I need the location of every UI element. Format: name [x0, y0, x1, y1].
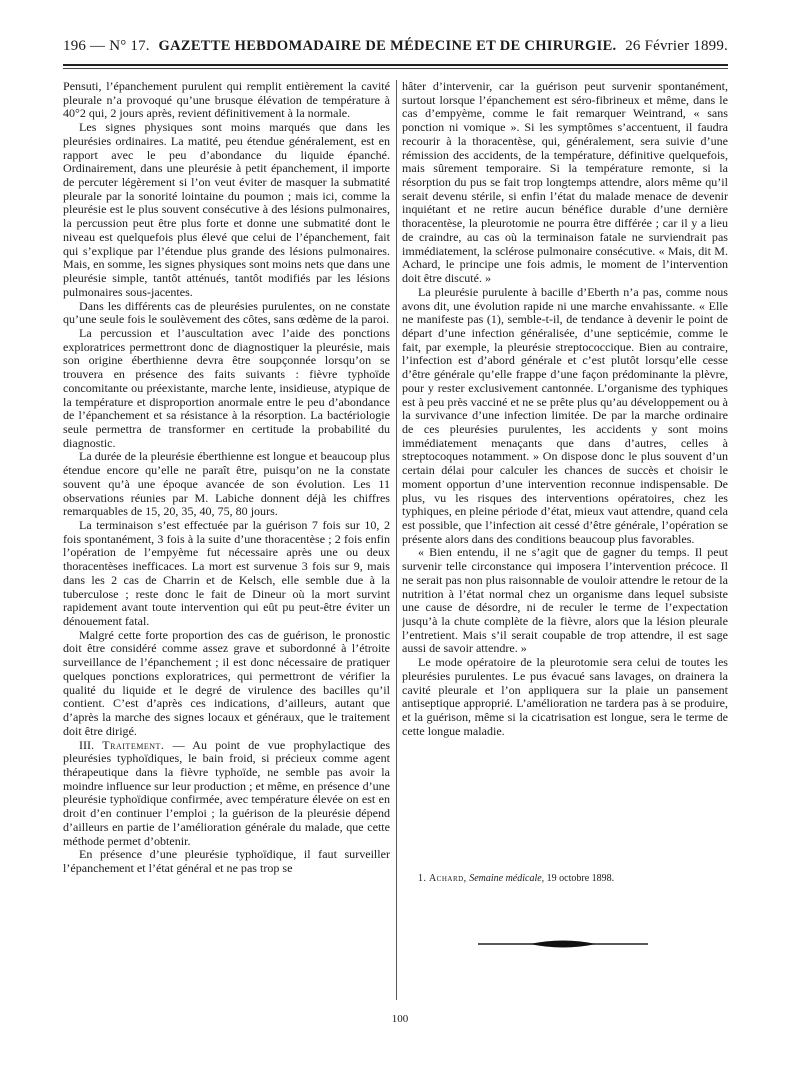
page-issue: 196 — N° 17.	[63, 38, 150, 54]
section-title: Traitement.	[102, 737, 165, 752]
page-number: 100	[391, 1013, 409, 1025]
paragraph: La durée de la pleurésie éberthienne est longue et beaucoup plus étendue encore qu’elle ne paraît être, puisqu’on ne la constate souvent qu’à une époque avancée de son évolution. Les 11 observations réunies par M. Labiche donnent déjà les chiffres remarquables de 15, 20, 35, 40, 75, 80 jours.	[63, 449, 390, 519]
header-rule-thick	[63, 64, 728, 66]
paragraph: Les signes physiques sont moins marqués que dans les pleurésies ordinaires. La matité, peu étendue généralement, est en rapport avec le peu d’abondance du liquide épanché. Ordinairement, dans une pleurésie à petit épanchement, il importe de percuter légèrement si l’on veut éviter de masquer la submatité pleurale par la sonorité lointaine du poumon ; mais ici, comme la pleurésie est le plus souvent consécutive à des lésions pulmonaires, la percussion peut être plus forte et donne une submatité dont le niveau est quelquefois plus élevé que celui de l’épanchement, fait qui s’explique par l’étendue plus grande des lésions pulmonaires. Mais, en somme, les signes physiques sont moins nets que dans une pleurésie simple, tantôt atténués, tantôt modifiés par les lésions pulmonaires sous-jacentes.	[63, 120, 390, 299]
paragraph: Dans les différents cas de pleurésies purulentes, on ne constate qu’une seule fois le soulèvement des côtes, sans œdème de la paroi.	[63, 298, 390, 327]
footnote	[402, 873, 728, 885]
paragraph: La percussion et l’auscultation avec l’aide des ponctions exploratrices permettront donc de diagnostiquer la pleurésie, mais son origine éberthienne devra être soupçonnée lorsqu’on se trouvera en présence des faits suivants : fièvre typhoïde concomitante ou préexistante, marche lente, insidieuse, atypique de la température et disproportion anormale entre le peu d’abondance de l’épanchement et sa résistance à la résorption. La bactériologie seule permettra de transformer en certitude la probabilité du diagnostic.	[63, 325, 390, 450]
footnote-prefix: 1. Achard,	[418, 873, 467, 884]
journal-title: GAZETTE HEBDOMADAIRE DE MÉDECINE ET DE CHIRURGIE.	[158, 38, 617, 54]
paragraph: La pleurésie purulente à bacille d’Eberth n’a pas, comme nous avons dit, une évolution rapide ni une marche envahissante. « Elle ne manifeste pas (1), semble-t-il, de tendance à devenir le point de départ d’une infection généralisée, d’une septicémie, comme le fait, par exemple, la pleurésie streptococcique. Bien au contraire, l’infection est d’abord générale et c’est plutôt lorsqu’elle cesse d’être générale qu’elle frappe d’une façon prédominante la plèvre, pour y rester exclusivement cantonnée. L’organisme des typhiques est à peu près vacciné et ne se prête plus qu’au développement ou à la survivance d’une infection limitée. De par la marche ordinaire de ces pleurésies purulentes, les accidents y sont moins immédiatement menaçants que dans d’autres, celles à streptocoques notamment. » On dispose donc le plus souvent d’un certain délai pour calculer les chances de succès et choisir le moment opportun d’une intervention reconnue indispensable. De plus, vu les risques des interventions opératoires, chez les typhiques, en pleine période d’état, mieux vaut attendre, quand cela est possible, que l’infection ait cessé d’être générale, l’opération se présente alors dans des conditions beaucoup plus favorables.	[402, 284, 728, 546]
paragraph: « Bien entendu, il ne s’agit que de gagner du temps. Il peut survenir telle circonstance qui imposera l’intervention précoce. Il ne serait pas non plus raisonnable de vouloir attendre le retour de la nutrition à l’état normal chez un organisme dans lequel subsiste une cause de désordre, ni de reculer le terme de l’expectation jusqu’à la chute complète de la fièvre, alors que la lésion pleurale l’entretient. Mais s’il serait coupable de trop attendre, il est sage aussi de savoir attendre. »	[402, 545, 728, 656]
ornament-rule	[478, 937, 648, 951]
paragraph: En présence d’une pleurésie typhoïdique, il faut surveiller l’épanchement et l’état général et ne pas trop se	[63, 847, 390, 875]
paragraph: Pensuti, l’épanchement purulent qui remplit entièrement la cavité pleurale n’a provoqué qu’une brusque élévation de température à 40°2 qui, 2 jours après, revient définitivement à la normale.	[63, 80, 390, 121]
section-number: III.	[79, 737, 95, 752]
right-column	[402, 80, 728, 880]
left-column	[63, 80, 390, 1030]
header-rule-thin	[63, 68, 728, 69]
paragraph: hâter d’intervenir, car la guérison peut survenir spontanément, surtout lorsque l’épanchement est séro-fibrineux et même, dans le cas d’empyème, comme le fait remarquer Weintrand, « sans ponction ni vomique ». Si les symptômes s’accentuent, il faudra recourir à la thoracentèse, qui, généralement, sera suivie d’une rémission des accidents, de la température, définitive quelquefois, mais sûrement temporaire. Si la température remonte, si la résorption du pus se fait trop longtemps attendre, alors même qu’il serait devenu stérile, si enfin l’état du malade menace de devenir inquiétant et ne retire aucun bénéfice durable d’une dernière thoracentèse, la pleurotomie ne pourra être différée ; car il y a lieu de craindre, au cas où la terminaison fatale ne surviendrait pas immédiatement, la sclérose pulmonaire consécutive. « Mais, dit M. Achard, le principe une fois admis, le moment de l’intervention doit être discuté. »	[402, 80, 728, 286]
paragraph: Malgré cette forte proportion des cas de guérison, le pronostic doit être considéré comme assez grave et subordonné à l’étroite surveillance de l’épanchement ; il est donc nécessaire de pratiquer quelques ponctions exploratrices, qui permettront de vérifier la qualité du liquide et le degré de virulence des bacilles qu’il contient. C’est d’après ces indications, d’ailleurs, autant que d’après la marche des signes locaux et généraux, que le traitement doit être dirigé.	[63, 627, 390, 738]
column-divider	[396, 80, 397, 1000]
section-text: — Au point de vue prophylactique des pleurésies typhoïdiques, le bain froid, si précieux comme agent thérapeutique dans la fièvre typhoïde, ne semble pas avoir la moindre influence sur leur production ; et même, en présence d’une pleurésie typhoïdique confirmée, avec température élevée on est en droit d’en continuer l’emploi ; la guérison de la pleurésie dépend d’ailleurs en partie de l’amélioration générale du malade, que cette méthode permet d’obtenir.	[63, 737, 390, 848]
issue-date: 26 Février 1899.	[625, 38, 728, 54]
footnote-source: Semaine médicale,	[469, 873, 545, 884]
footnote-date: 19 octobre 1898.	[546, 873, 615, 884]
paragraph: Le mode opératoire de la pleurotomie sera celui de toutes les pleurésies purulentes. Le pus évacué sans lavages, on drainera la cavité pleurale et l’on appliquera sur la plaie un pansement antiseptique approprié. L’amélioration ne tardera pas à se produire, et la guérison, même si la cicatrisation est longue, sera le terme de cette longue maladie.	[402, 655, 728, 738]
section-paragraph	[63, 739, 390, 849]
page-header	[63, 38, 728, 60]
paragraph: La terminaison s’est effectuée par la guérison 7 fois sur 10, 2 fois spontanément, 3 fois à la suite d’une thoracentèse ; 2 fois enfin l’opération de l’empyème fut nécessaire après une ou deux thoracentèses inefficaces. La mort est survenue 3 fois sur 9, mais dans les 2 cas de Charrin et de Kelsch, elle semble due à la tuberculose ; reste donc le fait de Dineur où la mort survint rapidement avant toute intervention qui eût pu peut-être éviter un dénouement fatal.	[63, 518, 390, 629]
